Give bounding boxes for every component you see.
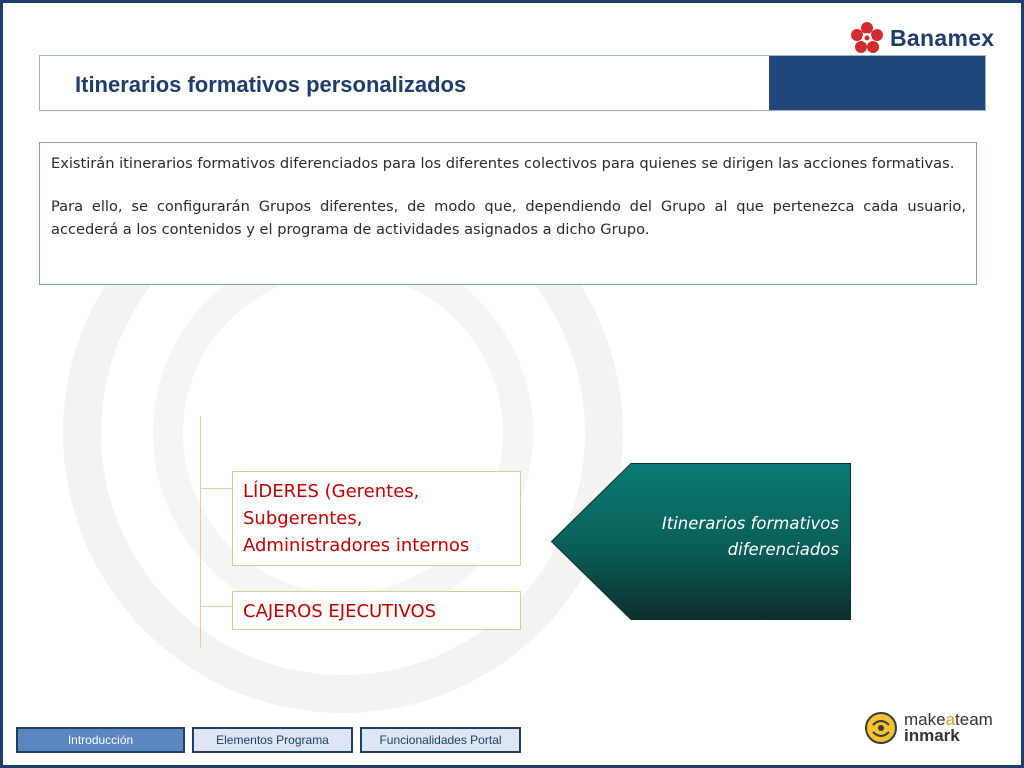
footer-logo-text xyxy=(904,712,993,744)
fusion-badge-icon xyxy=(864,711,898,745)
banamex-wordmark: Banamex xyxy=(890,24,995,51)
title-accent-block xyxy=(769,56,985,110)
watermark-inner-ring-icon xyxy=(153,243,533,623)
intro-paragraph: Existirán itinerarios formativos diferenciados para los diferentes colectivos para quienes se dirigen las acciones formativas. xyxy=(51,155,955,172)
makeateam-inmark-logo xyxy=(864,708,1004,748)
nav-button-funcionalidades-portal[interactable]: Funcionalidades Portal xyxy=(360,727,521,753)
group-box-lideres xyxy=(232,471,521,566)
page-title: Itinerarios formativos personalizados xyxy=(75,72,467,97)
intro-text-box xyxy=(39,142,977,285)
group-bracket-tick xyxy=(200,488,232,489)
arrow-label xyxy=(589,511,839,563)
nav-button-elementos-programa[interactable]: Elementos Programa xyxy=(192,727,353,753)
footer-logo-line2: inmark xyxy=(904,726,960,745)
intro-paragraph: Para ello, se configurarán Grupos diferentes, de modo que, dependiendo del Grupo al que pertenezca cada usuario, accederá a los contenidos y el programa de actividades asignados a dicho Grupo. xyxy=(51,198,966,238)
title-bar xyxy=(39,55,986,111)
arrow-label-line: Itinerarios formativos xyxy=(661,514,839,533)
footer-logo-line1: makeateam xyxy=(904,710,993,729)
arrow-label-line: diferenciados xyxy=(727,540,839,559)
group-label: LÍDERES (Gerentes, Subgerentes, Administradores internos xyxy=(243,481,470,556)
group-bracket-tick xyxy=(200,606,232,607)
nav-button-introduccion[interactable]: Introducción xyxy=(16,727,185,753)
itinerary-arrow-shape xyxy=(551,463,851,620)
banamex-logo xyxy=(850,20,994,56)
banamex-flower-icon xyxy=(850,21,884,55)
group-label: CAJEROS EJECUTIVOS xyxy=(243,601,437,622)
group-box-cajeros xyxy=(232,591,521,630)
group-bracket-line xyxy=(200,416,201,648)
